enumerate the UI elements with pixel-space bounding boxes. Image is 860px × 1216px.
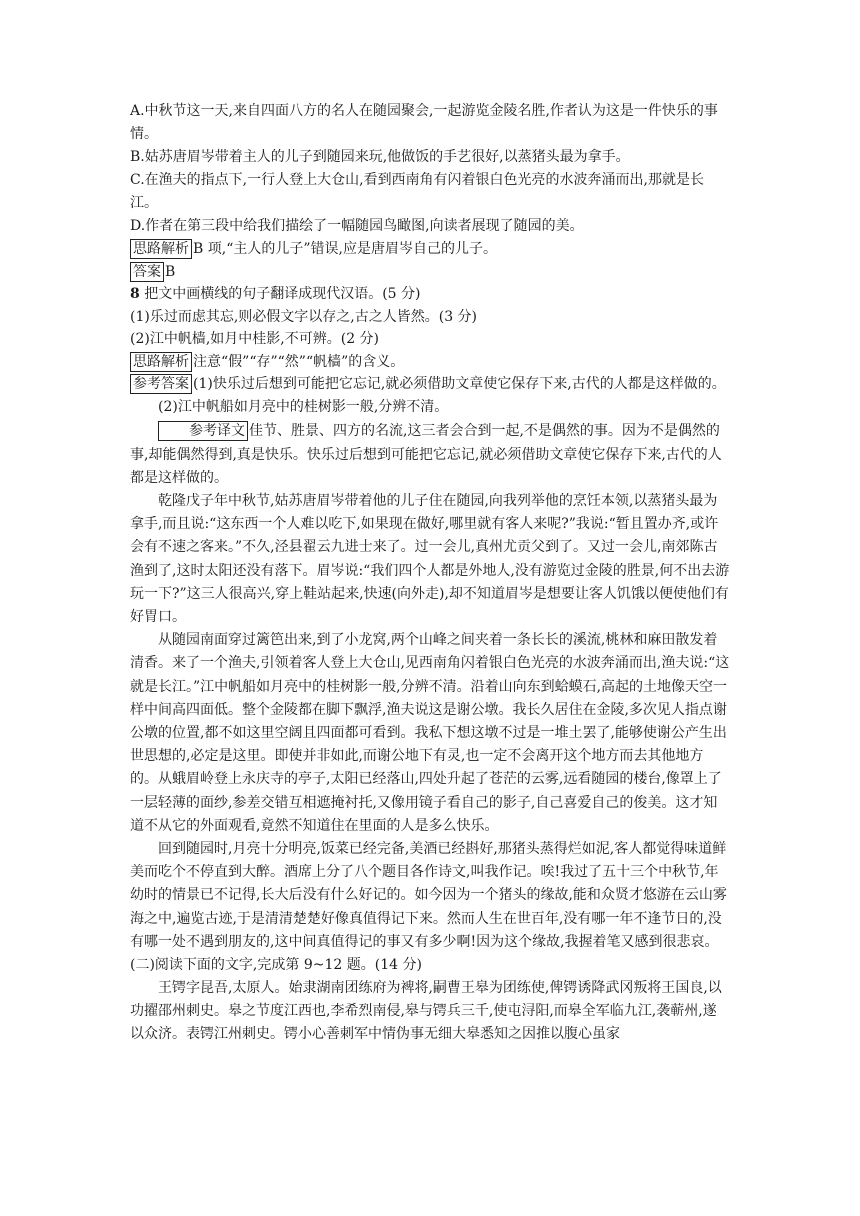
option-c: C.在渔夫的指点下,一行人登上大仓山,看到西南角有闪着银白色光亮的水波奔涌而出,那就是长江。 (130, 172, 705, 211)
q8-sub1: (1)乐过而虑其忘,则必假文字以存之,古之人皆然。(3 分) (130, 308, 478, 325)
q8-title-text: 把文中画横线的句子翻译成现代汉语。(5 分) (144, 286, 421, 302)
q8-title (130, 283, 730, 306)
answer-label-box: 答案 (130, 262, 164, 282)
option-b: B.姑苏唐眉岑带着主人的儿子到随园来玩,他做饭的手艺很好,以蒸猪头最为拿手。 (130, 149, 630, 165)
section2-heading: (二)阅读下面的文字,完成第 9~12 题。(14 分) (130, 957, 422, 974)
q7-answer-text: B (165, 263, 176, 280)
document-page (130, 100, 730, 1046)
translation-p2: 乾隆戊子年中秋节,姑苏唐眉岑带着他的儿子住在随园,向我列举他的烹饪本领,以蒸猪头最为拿手,而且说:“这东西一个人难以吃下,如果现在做好,哪里就有客人来呢?”我说:“暂且置办齐,或许会有不速之客来。”不久,泾县翟云九进士来了。过一会儿,真州尤贡父到了。又过一会儿,南郊陈古渔到了,这时太阳还没有落下。眉岑说:“我们四个人都是外地人,没有游览过金陵的胜景,何不出去游玩一下?”这三人很高兴,穿上鞋站起来,快速(向外走),却不知道眉岑是想要让客人饥饿以便使他们有好胃口。 (130, 493, 730, 626)
option-a: A.中秋节这一天,来自四面八方的名人在随园聚会,一起游览金陵名胜,作者认为这是一件快乐的事情。 (130, 103, 718, 142)
q7-answer (130, 261, 730, 284)
q8-analysis-text: 注意“假”“存”“然”“帆樯”的含义。 (193, 353, 405, 370)
q8-analysis (130, 351, 730, 374)
q7-analysis-text: B 项,“主人的儿子”错误,应是唐眉岑自己的儿子。 (193, 241, 497, 257)
reference-answer-label-box: 参考答案 (130, 374, 192, 394)
q8-sub2: (2)江中帆樯,如月中桂影,不可辨。(2 分) (130, 331, 380, 347)
analysis-label-box: 思路解析 (130, 352, 192, 372)
translation-p1 (130, 420, 730, 490)
q8-ref-text2: (2)江中帆船如月亮中的桂树影一般,分辨不清。 (158, 399, 449, 416)
translation-p3: 从随园南面穿过篱笆出来,到了小龙窝,两个山峰之间夹着一条长长的溪流,桃林和麻田散发着清香。来了一个渔夫,引领着客人登上大仓山,见西南角闪着银白色光亮的水波奔涌而出,渔夫说:“这就是长江。”江中帆船如月亮中的桂树影一般,分辨不清。沿着山向东到蛤蟆石,高起的土地像天空一样中间高四面低。整个金陵都在脚下飘浮,渔夫说这是谢公墩。我长久居住在金陵,多次见人指点谢公墩的位置,都不如这里空阔且四面都可看到。我私下想这墩不过是一堆土罢了,能够使谢公产生出世思想的,必定是这里。即使并非如此,而谢公地下有灵,也一定不会离开这个地方而去其他地方的。从蛾眉岭登上永庆寺的亭子,太阳已经落山,四处升起了苍茫的云雾,远看随园的楼台,像罩上了一层轻薄的面纱,参差交错互相遮掩衬托,又像用镜子看自己的影子,自己喜爱自己的俊美。这才知道不从它的外面观看,竟然不知道住在里面的人是多么快乐。 (130, 632, 730, 834)
q8-ref-text1: (1)快乐过后想到可能把它忘记,就必须借助文章使它保存下来,古代的人都是这样做的。 (193, 376, 726, 392)
q8-number: 8 (130, 286, 140, 302)
analysis-label-box: 思路解析 (130, 239, 192, 259)
section2-p1: 王锷字昆吾,太原人。始隶湖南团练府为裨将,嗣曹王皋为团练使,俾锷诱降武冈叛将王国良,以功擢邵州刺史。皋之节度江西也,李希烈南侵,皋与锷兵三千,使屯浔阳,而皋全军临九江,袭蕲州,遂以众济。表锷江州刺史。锷小心善刺军中情伪事无细大皋悉知之因推以腹心虽家 (130, 979, 722, 1042)
translation-label-box: 参考译文 (158, 421, 248, 441)
translation-p4: 回到随园时,月亮十分明亮,饭菜已经完备,美酒已经斟好,那猪头蒸得烂如泥,客人都觉得味道鲜美而吃个不停直到大醉。酒席上分了八个题目各作诗文,叫我作记。唉!我过了五十三个中秋节,年幼时的情景已不记得,长大后没有什么好记的。如今因为一个猪头的缘故,能和众贤才悠游在云山雾海之中,遍览古迹,于是清清楚楚好像真值得记下来。然而人生在世百年,没有哪一年不逢节日的,没有哪一处不遇到朋友的,这中间真值得记的事又有多少啊!因为这个缘故,我握着笔又感到很悲哀。 (130, 841, 727, 950)
option-d: D.作者在第三段中给我们描绘了一幅随园鸟瞰图,向读者展现了随园的美。 (130, 218, 584, 234)
q8-reference-answer (130, 373, 730, 396)
translation-p1-text: 佳节、胜景、四方的名流,这三者会合到一起,不是偶然的事。因为不是偶然的事,却能偶然得到,真是快乐。快乐过后想到可能把它忘记,就必须借助文章使它保存下来,古代的人都是这样做的。 (130, 423, 722, 486)
q7-analysis (130, 238, 730, 261)
